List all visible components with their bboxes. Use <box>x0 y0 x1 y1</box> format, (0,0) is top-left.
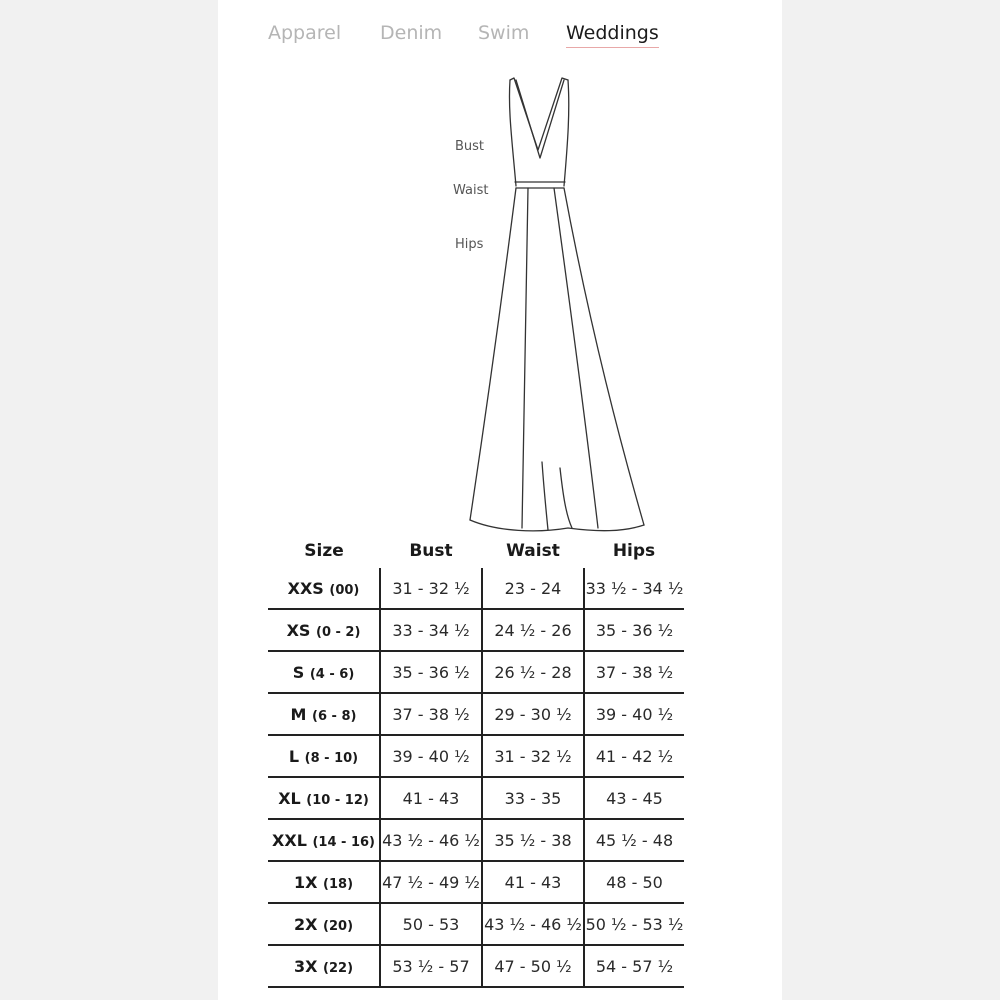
hips-cell: 39 - 40 ½ <box>584 693 684 735</box>
bust-cell: 31 - 32 ½ <box>380 568 482 609</box>
header-bust: Bust <box>409 541 453 561</box>
waist-cell: 41 - 43 <box>482 861 584 903</box>
hips-cell: 33 ½ - 34 ½ <box>584 568 684 609</box>
size-name: M <box>290 704 307 724</box>
tab-weddings[interactable]: Weddings <box>566 22 659 44</box>
size-name: 1X <box>293 872 318 892</box>
size-chart-table <box>268 534 684 988</box>
size-range: (18) <box>323 876 354 892</box>
table-row <box>268 903 684 945</box>
size-cell <box>268 777 380 819</box>
size-cell <box>268 609 380 651</box>
table-row <box>268 568 684 609</box>
size-range: (6 - 8) <box>312 708 357 724</box>
size-cell <box>268 861 380 903</box>
size-name: L <box>288 746 300 766</box>
hips-cell: 41 - 42 ½ <box>584 735 684 777</box>
size-name: 3X <box>293 956 318 976</box>
dress-diagram <box>458 70 658 540</box>
table-row <box>268 735 684 777</box>
size-range: (10 - 12) <box>306 792 369 808</box>
header-waist: Waist <box>506 541 560 561</box>
waist-cell: 26 ½ - 28 <box>482 651 584 693</box>
header-size: Size <box>304 541 344 561</box>
waist-cell: 31 - 32 ½ <box>482 735 584 777</box>
tab-denim[interactable]: Denim <box>380 22 443 44</box>
hips-cell: 50 ½ - 53 ½ <box>584 903 684 945</box>
size-name: 2X <box>293 914 318 934</box>
bust-cell: 35 - 36 ½ <box>380 651 482 693</box>
bust-cell: 50 - 53 <box>380 903 482 945</box>
table-row <box>268 777 684 819</box>
size-cell <box>268 651 380 693</box>
table-row <box>268 861 684 903</box>
bust-cell: 53 ½ - 57 <box>380 945 482 987</box>
table-row <box>268 819 684 861</box>
size-name: XXS <box>287 578 324 598</box>
bust-cell: 39 - 40 ½ <box>380 735 482 777</box>
hips-cell: 37 - 38 ½ <box>584 651 684 693</box>
hips-cell: 48 - 50 <box>584 861 684 903</box>
table-row <box>268 693 684 735</box>
bust-cell: 47 ½ - 49 ½ <box>380 861 482 903</box>
bust-cell: 33 - 34 ½ <box>380 609 482 651</box>
size-cell <box>268 903 380 945</box>
table-row <box>268 651 684 693</box>
size-range: (00) <box>329 582 360 598</box>
size-cell <box>268 693 380 735</box>
table-header-row <box>268 534 684 568</box>
hips-cell: 45 ½ - 48 <box>584 819 684 861</box>
size-name: XL <box>278 788 301 808</box>
bust-label: Bust <box>455 139 485 154</box>
right-backdrop <box>782 0 1000 1000</box>
bust-cell: 37 - 38 ½ <box>380 693 482 735</box>
size-range: (22) <box>323 960 354 976</box>
size-cell <box>268 568 380 609</box>
size-range: (4 - 6) <box>309 666 355 682</box>
header-hips: Hips <box>612 541 656 561</box>
size-name: XS <box>286 620 311 640</box>
bust-cell: 43 ½ - 46 ½ <box>380 819 482 861</box>
size-range: (14 - 16) <box>312 834 375 850</box>
hips-cell: 43 - 45 <box>584 777 684 819</box>
waist-cell: 35 ½ - 38 <box>482 819 584 861</box>
left-backdrop <box>0 0 218 1000</box>
waist-cell: 33 - 35 <box>482 777 584 819</box>
waist-cell: 29 - 30 ½ <box>482 693 584 735</box>
size-range: (20) <box>323 918 354 934</box>
tab-apparel[interactable]: Apparel <box>268 22 342 44</box>
table-row <box>268 609 684 651</box>
waist-label: Waist <box>453 183 489 198</box>
size-cell <box>268 819 380 861</box>
waist-cell: 23 - 24 <box>482 568 584 609</box>
size-range: (0 - 2) <box>316 624 361 640</box>
size-cell <box>268 945 380 987</box>
table-row <box>268 945 684 987</box>
size-range: (8 - 10) <box>304 750 359 766</box>
category-tabs <box>218 22 782 58</box>
hips-cell: 54 - 57 ½ <box>584 945 684 987</box>
size-cell <box>268 735 380 777</box>
bust-cell: 41 - 43 <box>380 777 482 819</box>
hips-label: Hips <box>455 237 484 252</box>
tab-swim[interactable]: Swim <box>478 22 530 44</box>
waist-cell: 24 ½ - 26 <box>482 609 584 651</box>
hips-cell: 35 - 36 ½ <box>584 609 684 651</box>
size-name: S <box>292 662 305 682</box>
waist-cell: 47 - 50 ½ <box>482 945 584 987</box>
waist-cell: 43 ½ - 46 ½ <box>482 903 584 945</box>
size-name: XXL <box>272 830 307 850</box>
size-guide-panel <box>218 0 782 1000</box>
